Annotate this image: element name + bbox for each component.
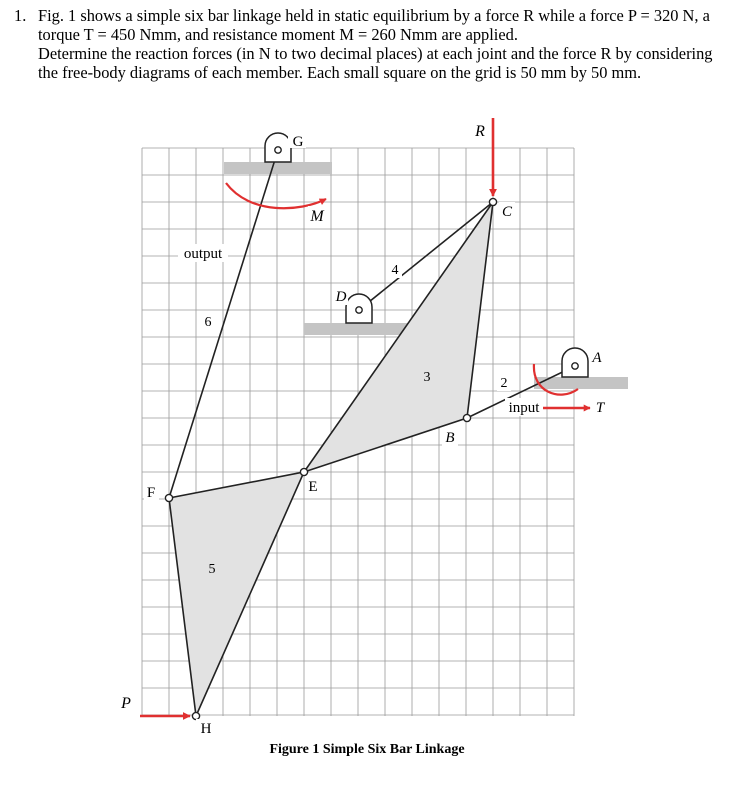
link-5 (169, 472, 304, 716)
joint-a-label: A (592, 350, 602, 366)
output-label: output (183, 246, 223, 262)
force-p-label: P (121, 695, 131, 712)
moment-m-label: M (310, 208, 324, 225)
ground-g (224, 162, 332, 174)
joint-b-label: B (445, 430, 455, 446)
member-2-label: 2 (500, 376, 508, 391)
joint-f-label: F (146, 485, 156, 501)
member-3-label: 3 (423, 370, 431, 385)
member-5-label: 5 (208, 562, 216, 577)
input-label: input (508, 400, 540, 416)
member-6-label: 6 (204, 315, 212, 330)
pivot-d (346, 294, 372, 323)
joint-c-label: C (501, 204, 513, 220)
torque-t-label: T (595, 400, 605, 416)
joint-b (463, 414, 470, 421)
joint-h-label: H (200, 721, 212, 737)
force-r-label: R (475, 123, 485, 140)
joint-c (489, 198, 496, 205)
ground-d (304, 323, 412, 335)
pivot-g (265, 133, 291, 162)
joint-g-label: G (292, 134, 304, 150)
figure-caption: Figure 1 Simple Six Bar Linkage (269, 742, 465, 757)
joint-e-label: E (308, 479, 318, 495)
problem-text-given: Fig. 1 shows a simple six bar linkage held in static equilibrium by a force R while a force P = 320 N, a torque T = 450 Nmm, and resistance moment M = 260 Nmm are applied. (38, 6, 710, 44)
joint-h (192, 712, 199, 719)
joint-d-label: D (335, 289, 347, 305)
pivot-a (562, 348, 588, 377)
problem-number: 1. (14, 6, 27, 25)
joint-f (165, 494, 172, 501)
joint-e (300, 468, 307, 475)
problem-text-task: Determine the reaction forces (in N to two decimal places) at each joint and the force R by considering the free-body diagrams of each member. Each small square on the grid is 50 mm by 50 mm. (38, 44, 713, 82)
member-4-label: 4 (391, 263, 399, 278)
moment-m-arc (226, 183, 326, 208)
